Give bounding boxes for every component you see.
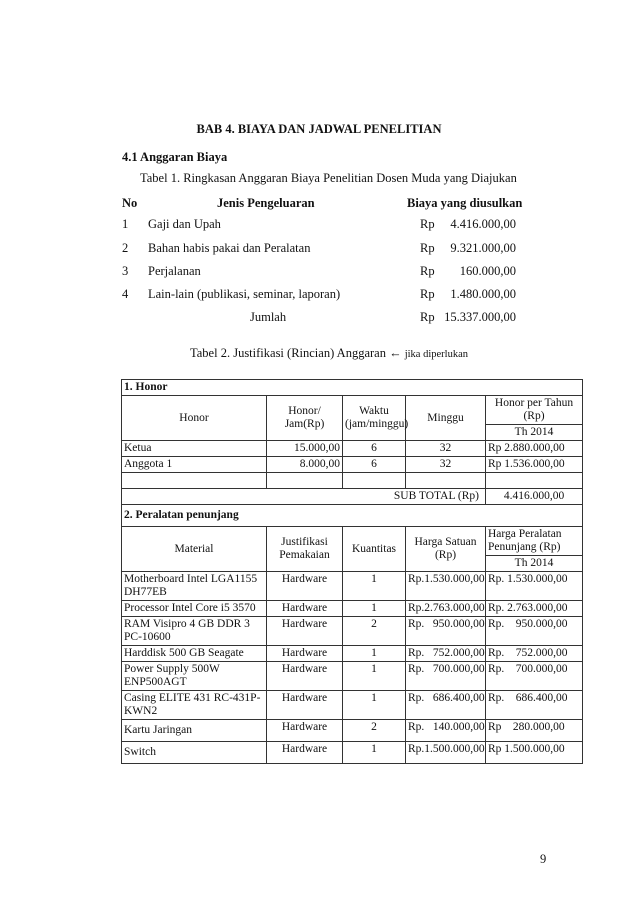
col-peralatan-year: Th 2014 bbox=[486, 556, 583, 572]
material-name: Switch bbox=[122, 742, 267, 764]
honor-minggu: 32 bbox=[406, 457, 486, 473]
row-rp: Rp bbox=[420, 287, 435, 301]
page-number: 9 bbox=[540, 852, 547, 866]
row-jenis: Lain-lain (publikasi, seminar, laporan) bbox=[148, 287, 341, 301]
material-name: RAM Visipro 4 GB DDR 3 PC-10600 bbox=[122, 617, 267, 646]
total-rp: Rp bbox=[420, 310, 435, 324]
honor-name: Anggota 1 bbox=[122, 457, 267, 473]
row-jenis: Gaji dan Upah bbox=[148, 217, 221, 231]
honor-waktu: 6 bbox=[343, 457, 406, 473]
row-no: 4 bbox=[122, 287, 129, 301]
material-justifikasi: Hardware bbox=[267, 691, 343, 720]
col-honor-tahun: Honor per Tahun (Rp) bbox=[486, 396, 583, 425]
total-amount: 15.337.000,00 bbox=[444, 310, 516, 324]
material-qty: 2 bbox=[343, 720, 406, 742]
honor-minggu: 32 bbox=[406, 441, 486, 457]
material-harga-satuan: Rp. 950.000,00 bbox=[406, 617, 486, 646]
row-amount: 160.000,00 bbox=[459, 264, 516, 278]
col-justifikasi: Justifikasi Pemakaian bbox=[267, 527, 343, 572]
material-qty: 1 bbox=[343, 646, 406, 662]
row-amount: 4.416.000,00 bbox=[450, 217, 516, 231]
honor-tahun: Rp 1.536.000,00 bbox=[486, 457, 583, 473]
col-harga-satuan: Harga Satuan (Rp) bbox=[406, 527, 486, 572]
material-name: Motherboard Intel LGA1155 DH77EB bbox=[122, 572, 267, 601]
row-rp: Rp bbox=[420, 264, 435, 278]
empty-cell bbox=[343, 473, 406, 489]
empty-row bbox=[122, 473, 583, 489]
material-name: Harddisk 500 GB Seagate bbox=[122, 646, 267, 662]
empty-cell bbox=[486, 473, 583, 489]
material-harga-satuan: Rp.2.763.000,00 bbox=[406, 601, 486, 617]
material-justifikasi: Hardware bbox=[267, 646, 343, 662]
col-honor-year: Th 2014 bbox=[486, 425, 583, 441]
material-qty: 1 bbox=[343, 742, 406, 764]
empty-cell bbox=[406, 473, 486, 489]
material-harga-satuan: Rp. 686.400,00 bbox=[406, 691, 486, 720]
material-qty: 1 bbox=[343, 572, 406, 601]
material-justifikasi: Hardware bbox=[267, 601, 343, 617]
material-harga-satuan: Rp. 752.000,00 bbox=[406, 646, 486, 662]
material-name: Processor Intel Core i5 3570 bbox=[122, 601, 267, 617]
material-harga-total: Rp 1.500.000,00 bbox=[486, 742, 583, 764]
table2-caption-main: Tabel 2. Justifikasi (Rincian) Anggaran bbox=[190, 346, 386, 360]
material-justifikasi: Hardware bbox=[267, 617, 343, 646]
table1-header-biaya: Biaya yang diusulkan bbox=[407, 196, 523, 210]
empty-cell bbox=[267, 473, 343, 489]
material-qty: 1 bbox=[343, 601, 406, 617]
table2-caption-note: jika diperlukan bbox=[404, 349, 468, 360]
table1-header-no: No bbox=[122, 196, 138, 210]
material-qty: 2 bbox=[343, 617, 406, 646]
row-amount: 1.480.000,00 bbox=[450, 287, 516, 301]
material-name: Power Supply 500W ENP500AGT bbox=[122, 662, 267, 691]
table-row bbox=[122, 617, 583, 646]
material-harga-total: Rp 280.000,00 bbox=[486, 720, 583, 742]
col-minggu: Minggu bbox=[406, 396, 486, 441]
col-honor: Honor bbox=[122, 396, 267, 441]
col-waktu: Waktu (jam/minggu) bbox=[343, 396, 406, 441]
table-row bbox=[122, 742, 583, 764]
row-jenis: Perjalanan bbox=[148, 264, 201, 278]
material-harga-total: Rp. 2.763.000,00 bbox=[486, 601, 583, 617]
table-row bbox=[122, 646, 583, 662]
table-row bbox=[122, 691, 583, 720]
col-honor-jam: Honor/ Jam(Rp) bbox=[267, 396, 343, 441]
total-label: Jumlah bbox=[250, 310, 287, 324]
material-harga-total: Rp. 752.000,00 bbox=[486, 646, 583, 662]
section-title: 4.1 Anggaran Biaya bbox=[122, 150, 228, 164]
material-harga-total: Rp. 1.530.000,00 bbox=[486, 572, 583, 601]
material-harga-satuan: Rp.1.530.000,00 bbox=[406, 572, 486, 601]
honor-jam: 15.000,00 bbox=[267, 441, 343, 457]
material-name: Kartu Jaringan bbox=[122, 720, 267, 742]
table-row bbox=[122, 601, 583, 617]
table-row bbox=[122, 572, 583, 601]
col-harga-peralatan: Harga Peralatan Penunjang (Rp) bbox=[486, 527, 583, 556]
table1-header-jenis: Jenis Pengeluaran bbox=[217, 196, 315, 210]
material-harga-satuan: Rp.1.500.000,00 bbox=[406, 742, 486, 764]
row-no: 3 bbox=[122, 264, 129, 278]
material-qty: 1 bbox=[343, 662, 406, 691]
row-rp: Rp bbox=[420, 217, 435, 231]
row-rp: Rp bbox=[420, 241, 435, 255]
honor-tahun: Rp 2.880.000,00 bbox=[486, 441, 583, 457]
left-arrow-icon: ← bbox=[389, 346, 402, 360]
table1-caption: Tabel 1. Ringkasan Anggaran Biaya Penelitian Dosen Muda yang Diajukan bbox=[140, 171, 517, 185]
subtotal-value: 4.416.000,00 bbox=[486, 489, 583, 505]
material-harga-total: Rp. 950.000,00 bbox=[486, 617, 583, 646]
row-no: 1 bbox=[122, 217, 129, 231]
table-row bbox=[122, 720, 583, 742]
row-jenis: Bahan habis pakai dan Peralatan bbox=[148, 241, 311, 255]
justification-table bbox=[121, 379, 583, 764]
table-row bbox=[122, 457, 583, 473]
table2-caption bbox=[190, 346, 468, 361]
honor-section-title: 1. Honor bbox=[122, 380, 583, 396]
material-name: Casing ELITE 431 RC-431P-KWN2 bbox=[122, 691, 267, 720]
material-harga-satuan: Rp. 700.000,00 bbox=[406, 662, 486, 691]
material-qty: 1 bbox=[343, 691, 406, 720]
honor-waktu: 6 bbox=[343, 441, 406, 457]
material-justifikasi: Hardware bbox=[267, 572, 343, 601]
material-justifikasi: Hardware bbox=[267, 662, 343, 691]
peralatan-section-title: 2. Peralatan penunjang bbox=[122, 505, 583, 527]
row-no: 2 bbox=[122, 241, 129, 255]
empty-cell bbox=[122, 473, 267, 489]
material-justifikasi: Hardware bbox=[267, 720, 343, 742]
table-row bbox=[122, 662, 583, 691]
chapter-title: BAB 4. BIAYA DAN JADWAL PENELITIAN bbox=[196, 122, 442, 136]
subtotal-label: SUB TOTAL (Rp) bbox=[122, 489, 486, 505]
col-kuantitas: Kuantitas bbox=[343, 527, 406, 572]
material-harga-total: Rp. 700.000,00 bbox=[486, 662, 583, 691]
col-material: Material bbox=[122, 527, 267, 572]
honor-jam: 8.000,00 bbox=[267, 457, 343, 473]
honor-name: Ketua bbox=[122, 441, 267, 457]
table-row bbox=[122, 441, 583, 457]
material-justifikasi: Hardware bbox=[267, 742, 343, 764]
material-harga-satuan: Rp. 140.000,00 bbox=[406, 720, 486, 742]
material-harga-total: Rp. 686.400,00 bbox=[486, 691, 583, 720]
row-amount: 9.321.000,00 bbox=[450, 241, 516, 255]
